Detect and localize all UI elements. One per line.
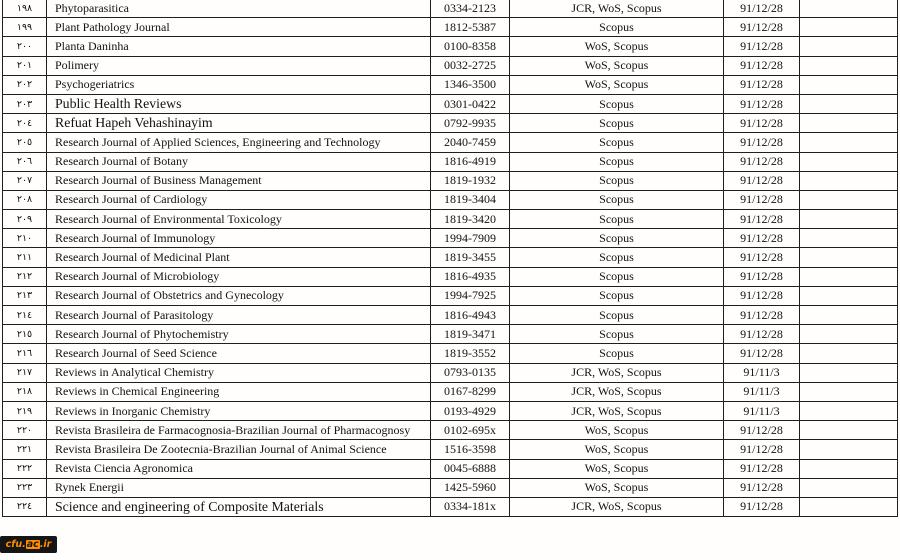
row-number-cell: ٢١٤	[3, 306, 47, 325]
indexing-cell: JCR, WoS, Scopus	[510, 401, 724, 420]
table-row	[3, 325, 898, 344]
indexing-cell: WoS, Scopus	[510, 75, 724, 94]
journal-name-cell: Research Journal of Obstetrics and Gynecology	[47, 286, 431, 305]
journal-name-cell: Revista Brasileira De Zootecnia-Brazilian Journal of Animal Science	[47, 440, 431, 459]
indexing-cell: Scopus	[510, 344, 724, 363]
issn-cell: 2040-7459	[431, 133, 510, 152]
empty-cell	[800, 459, 898, 478]
watermark-ac-chip: ac	[26, 538, 39, 550]
indexing-cell: WoS, Scopus	[510, 421, 724, 440]
empty-cell	[800, 267, 898, 286]
date-cell: 91/12/28	[724, 344, 800, 363]
date-cell: 91/12/28	[724, 325, 800, 344]
journal-name-cell: Science and engineering of Composite Materials	[47, 497, 431, 516]
journal-name-cell: Research Journal of Cardiology	[47, 190, 431, 209]
empty-cell	[800, 248, 898, 267]
row-number-cell: ٢١١	[3, 248, 47, 267]
issn-cell: 0301-0422	[431, 94, 510, 113]
indexing-cell: JCR, WoS, Scopus	[510, 363, 724, 382]
journal-name-cell: Research Journal of Business Management	[47, 171, 431, 190]
empty-cell	[800, 401, 898, 420]
table-row	[3, 440, 898, 459]
issn-cell: 0100-8358	[431, 37, 510, 56]
table-row	[3, 267, 898, 286]
journal-name-cell: Research Journal of Applied Sciences, Engineering and Technology	[47, 133, 431, 152]
indexing-cell: Scopus	[510, 325, 724, 344]
journal-name-cell: Revista Ciencia Agronomica	[47, 459, 431, 478]
journal-name-cell: Research Journal of Medicinal Plant	[47, 248, 431, 267]
date-cell: 91/12/28	[724, 18, 800, 37]
empty-cell	[800, 421, 898, 440]
table-row	[3, 133, 898, 152]
table-row	[3, 171, 898, 190]
row-number-cell: ٢٠٨	[3, 190, 47, 209]
indexing-cell: Scopus	[510, 94, 724, 113]
row-number-cell: ٢١٧	[3, 363, 47, 382]
row-number-cell: ٢٠٥	[3, 133, 47, 152]
indexing-cell: WoS, Scopus	[510, 459, 724, 478]
row-number-cell: ٢٠٤	[3, 114, 47, 133]
journal-name-cell: Research Journal of Phytochemistry	[47, 325, 431, 344]
issn-cell: 0193-4929	[431, 401, 510, 420]
date-cell: 91/12/28	[724, 190, 800, 209]
date-cell: 91/12/28	[724, 306, 800, 325]
date-cell: 91/12/28	[724, 440, 800, 459]
date-cell: 91/12/28	[724, 171, 800, 190]
issn-cell: 0102-695x	[431, 421, 510, 440]
issn-cell: 0032-2725	[431, 56, 510, 75]
empty-cell	[800, 37, 898, 56]
indexing-cell: Scopus	[510, 267, 724, 286]
indexing-cell: Scopus	[510, 171, 724, 190]
empty-cell	[800, 286, 898, 305]
watermark-ir-text: .ir	[39, 538, 52, 550]
row-number-cell: ٢٠٩	[3, 210, 47, 229]
table-row	[3, 421, 898, 440]
indexing-cell: Scopus	[510, 18, 724, 37]
row-number-cell: ٢١٠	[3, 229, 47, 248]
indexing-cell: JCR, WoS, Scopus	[510, 382, 724, 401]
date-cell: 91/11/3	[724, 363, 800, 382]
journal-name-cell: Reviews in Chemical Engineering	[47, 382, 431, 401]
empty-cell	[800, 325, 898, 344]
issn-cell: 1994-7925	[431, 286, 510, 305]
journal-name-cell: Polimery	[47, 56, 431, 75]
journal-name-cell: Research Journal of Environmental Toxicology	[47, 210, 431, 229]
indexing-cell: JCR, WoS, Scopus	[510, 497, 724, 516]
empty-cell	[800, 497, 898, 516]
journal-table	[2, 0, 898, 517]
journal-name-cell: Planta Daninha	[47, 37, 431, 56]
issn-cell: 0334-181x	[431, 497, 510, 516]
indexing-cell: Scopus	[510, 190, 724, 209]
empty-cell	[800, 229, 898, 248]
table-row	[3, 37, 898, 56]
indexing-cell: WoS, Scopus	[510, 37, 724, 56]
watermark-dot: .	[22, 538, 26, 550]
watermark-cfu-text: cfu	[5, 538, 23, 550]
row-number-cell: ٢١٦	[3, 344, 47, 363]
table-row	[3, 56, 898, 75]
issn-cell: 1819-3420	[431, 210, 510, 229]
journal-name-cell: Refuat Hapeh Vehashinayim	[47, 114, 431, 133]
issn-cell: 0045-6888	[431, 459, 510, 478]
date-cell: 91/12/28	[724, 0, 800, 18]
empty-cell	[800, 363, 898, 382]
date-cell: 91/12/28	[724, 133, 800, 152]
row-number-cell: ١٩٨	[3, 0, 47, 18]
empty-cell	[800, 440, 898, 459]
empty-cell	[800, 210, 898, 229]
date-cell: 91/12/28	[724, 459, 800, 478]
issn-cell: 0334-2123	[431, 0, 510, 18]
row-number-cell: ٢١٣	[3, 286, 47, 305]
issn-cell: 1425-5960	[431, 478, 510, 497]
empty-cell	[800, 344, 898, 363]
table-row	[3, 94, 898, 113]
journal-name-cell: Public Health Reviews	[47, 94, 431, 113]
indexing-cell: Scopus	[510, 306, 724, 325]
table-row	[3, 210, 898, 229]
issn-cell: 1816-4935	[431, 267, 510, 286]
indexing-cell: Scopus	[510, 114, 724, 133]
journal-name-cell: Phytoparasitica	[47, 0, 431, 18]
row-number-cell: ٢١٢	[3, 267, 47, 286]
date-cell: 91/12/28	[724, 478, 800, 497]
empty-cell	[800, 56, 898, 75]
date-cell: 91/12/28	[724, 267, 800, 286]
issn-cell: 1816-4943	[431, 306, 510, 325]
empty-cell	[800, 152, 898, 171]
table-row	[3, 0, 898, 18]
indexing-cell: Scopus	[510, 248, 724, 267]
indexing-cell: Scopus	[510, 133, 724, 152]
issn-cell: 0167-8299	[431, 382, 510, 401]
journal-name-cell: Research Journal of Immunology	[47, 229, 431, 248]
date-cell: 91/12/28	[724, 229, 800, 248]
row-number-cell: ٢٠٠	[3, 37, 47, 56]
row-number-cell: ٢٢٢	[3, 459, 47, 478]
journal-name-cell: Rynek Energii	[47, 478, 431, 497]
issn-cell: 1516-3598	[431, 440, 510, 459]
row-number-cell: ٢٠١	[3, 56, 47, 75]
indexing-cell: Scopus	[510, 229, 724, 248]
table-row	[3, 75, 898, 94]
date-cell: 91/12/28	[724, 286, 800, 305]
table-row	[3, 497, 898, 516]
table-row	[3, 114, 898, 133]
issn-cell: 1346-3500	[431, 75, 510, 94]
journal-table-body	[3, 0, 898, 517]
journal-name-cell: Research Journal of Botany	[47, 152, 431, 171]
date-cell: 91/12/28	[724, 421, 800, 440]
table-row	[3, 190, 898, 209]
issn-cell: 0793-0135	[431, 363, 510, 382]
row-number-cell: ٢٢٤	[3, 497, 47, 516]
date-cell: 91/12/28	[724, 248, 800, 267]
date-cell: 91/12/28	[724, 114, 800, 133]
table-row	[3, 401, 898, 420]
table-row	[3, 286, 898, 305]
table-row	[3, 459, 898, 478]
empty-cell	[800, 0, 898, 18]
issn-cell: 0792-9935	[431, 114, 510, 133]
row-number-cell: ٢٠٦	[3, 152, 47, 171]
journal-name-cell: Plant Pathology Journal	[47, 18, 431, 37]
issn-cell: 1819-3552	[431, 344, 510, 363]
row-number-cell: ٢٠٣	[3, 94, 47, 113]
journal-name-cell: Research Journal of Parasitology	[47, 306, 431, 325]
issn-cell: 1816-4919	[431, 152, 510, 171]
empty-cell	[800, 94, 898, 113]
empty-cell	[800, 133, 898, 152]
empty-cell	[800, 190, 898, 209]
date-cell: 91/12/28	[724, 37, 800, 56]
empty-cell	[800, 171, 898, 190]
date-cell: 91/11/3	[724, 401, 800, 420]
empty-cell	[800, 114, 898, 133]
table-row	[3, 363, 898, 382]
issn-cell: 1819-3471	[431, 325, 510, 344]
date-cell: 91/12/28	[724, 497, 800, 516]
row-number-cell: ١٩٩	[3, 18, 47, 37]
journal-name-cell: Psychogeriatrics	[47, 75, 431, 94]
journal-name-cell: Research Journal of Seed Science	[47, 344, 431, 363]
row-number-cell: ٢١٩	[3, 401, 47, 420]
issn-cell: 1812-5387	[431, 18, 510, 37]
date-cell: 91/12/28	[724, 56, 800, 75]
indexing-cell: Scopus	[510, 152, 724, 171]
date-cell: 91/11/3	[724, 382, 800, 401]
date-cell: 91/12/28	[724, 94, 800, 113]
issn-cell: 1819-3404	[431, 190, 510, 209]
journal-name-cell: Research Journal of Microbiology	[47, 267, 431, 286]
table-row	[3, 152, 898, 171]
indexing-cell: JCR, WoS, Scopus	[510, 0, 724, 18]
table-row	[3, 344, 898, 363]
journal-name-cell: Revista Brasileira de Farmacognosia-Brazilian Journal of Pharmacognosy	[47, 421, 431, 440]
date-cell: 91/12/28	[724, 152, 800, 171]
row-number-cell: ٢٢٣	[3, 478, 47, 497]
cfu-watermark-logo	[0, 536, 57, 553]
issn-cell: 1819-3455	[431, 248, 510, 267]
empty-cell	[800, 75, 898, 94]
empty-cell	[800, 478, 898, 497]
table-row	[3, 18, 898, 37]
indexing-cell: Scopus	[510, 210, 724, 229]
empty-cell	[800, 382, 898, 401]
table-row	[3, 306, 898, 325]
indexing-cell: WoS, Scopus	[510, 440, 724, 459]
table-row	[3, 478, 898, 497]
row-number-cell: ٢٢١	[3, 440, 47, 459]
issn-cell: 1819-1932	[431, 171, 510, 190]
row-number-cell: ٢٢٠	[3, 421, 47, 440]
journal-name-cell: Reviews in Inorganic Chemistry	[47, 401, 431, 420]
indexing-cell: WoS, Scopus	[510, 478, 724, 497]
issn-cell: 1994-7909	[431, 229, 510, 248]
date-cell: 91/12/28	[724, 210, 800, 229]
row-number-cell: ٢١٨	[3, 382, 47, 401]
date-cell: 91/12/28	[724, 75, 800, 94]
table-row	[3, 382, 898, 401]
table-row	[3, 248, 898, 267]
row-number-cell: ٢٠٧	[3, 171, 47, 190]
empty-cell	[800, 18, 898, 37]
row-number-cell: ٢٠٢	[3, 75, 47, 94]
empty-cell	[800, 306, 898, 325]
journal-name-cell: Reviews in Analytical Chemistry	[47, 363, 431, 382]
table-row	[3, 229, 898, 248]
indexing-cell: WoS, Scopus	[510, 56, 724, 75]
indexing-cell: Scopus	[510, 286, 724, 305]
row-number-cell: ٢١٥	[3, 325, 47, 344]
